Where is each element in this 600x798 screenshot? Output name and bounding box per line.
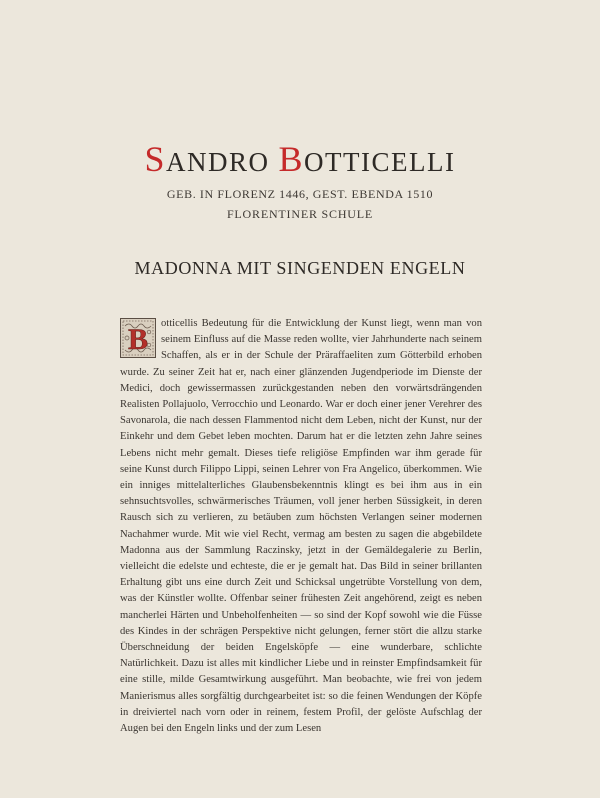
- artwork-title: MADONNA MIT SINGENDEN ENGELN: [134, 258, 466, 278]
- title-first-rest: ANDRO: [166, 147, 270, 177]
- title-last-rest: OTTICELLI: [304, 147, 456, 177]
- birth-death-line: GEB. IN FLORENZ 1446, GEST. EBENDA 1510: [166, 187, 434, 201]
- ornamental-initial-icon: [120, 318, 156, 358]
- artist-name-title: [0, 138, 600, 180]
- title-last-initial: B: [278, 139, 305, 179]
- body-paragraph: otticellis Bedeutung für die Entwicklung der Kunst liegt, wenn man von seinem Einfluss auf die Masse reden wollte, vier Jahrhunderte nach seinem Schaffen, als er in der Schule der Präraffaeliten zum Götterbild erhoben wurde. Zu seiner Zeit hat er, nach einer glänzenden Jugendperiode im Dienste der Medici, doch gewissermassen zurückgestanden neben den vorwärtsdrängenden Realisten Pollajuolo, Verrocchio und Leonardo. War er doch einer jener Verehrer des Savonarola, die nach dessen Flammentod nicht dem Leben, nicht der Kunst, nur der Einkehr und dem Gebet leben mochten. Darum hat er die letzten zehn Jahre seines Lebens nicht mehr gemalt. Dieses tiefe religiöse Empfinden war ihm gerade für seine Kunst durch Filippo Lippi, seinen Lehrer von Fra Angelico, überkommen. Wie ein inniges mittelalterliches Glaubensbekenntnis klingt es bei ihm aus in ein sehnsuchtsvolles, schwärmerisches Träumen, voll jener herben Süssigkeit, in deren Rausch sich zu verlieren, zu betäuben zum höchsten Verlangen seiner modernen Nachahmer wurde. Mit wie viel Recht, vermag am besten zu sagen die abgebildete Madonna aus der Sammlung Raczinsky, jetzt in der Gemäldegalerie zu Berlin, vielleicht die edelste und echteste, die er je gemalt hat. Das Bild in seiner brillanten Erhaltung gibt uns eine durch Zeit und Schicksal ungetrübte Vorstellung von dem, was der Künstler wollte. Offenbar seiner frühesten Zeit angehörend, zeigt es neben mancherlei Härten und Unbeholfenheiten — so sind der Kopf sowohl wie die Füsse des Kindes in der schrägen Perspektive nicht gelungen, ferner stört die allzu starke Überschneidung der beiden Engelsköpfe — eine wunderbare, schlichte Natürlichkeit. Dazu ist alles mit kindlicher Liebe und in reinster Empfindsamkeit für eine stille, milde Gesamtwirkung ausgeführt. Man beobachte, wie frei von jedem Manierismus alles sorgfältig durchgearbeitet ist: so die feinen Wendungen der Köpfe in dreiviertel nach vorn oder in reinem, festem Profil, der gelöste Aufschlag der Augen bei den Engeln links und der zum Lesen: [120, 318, 482, 735]
- drop-cap-letter: B: [127, 323, 149, 356]
- title-first-initial: S: [144, 139, 167, 179]
- school-line: FLORENTINER SCHULE: [226, 207, 374, 221]
- body-text: [120, 316, 482, 737]
